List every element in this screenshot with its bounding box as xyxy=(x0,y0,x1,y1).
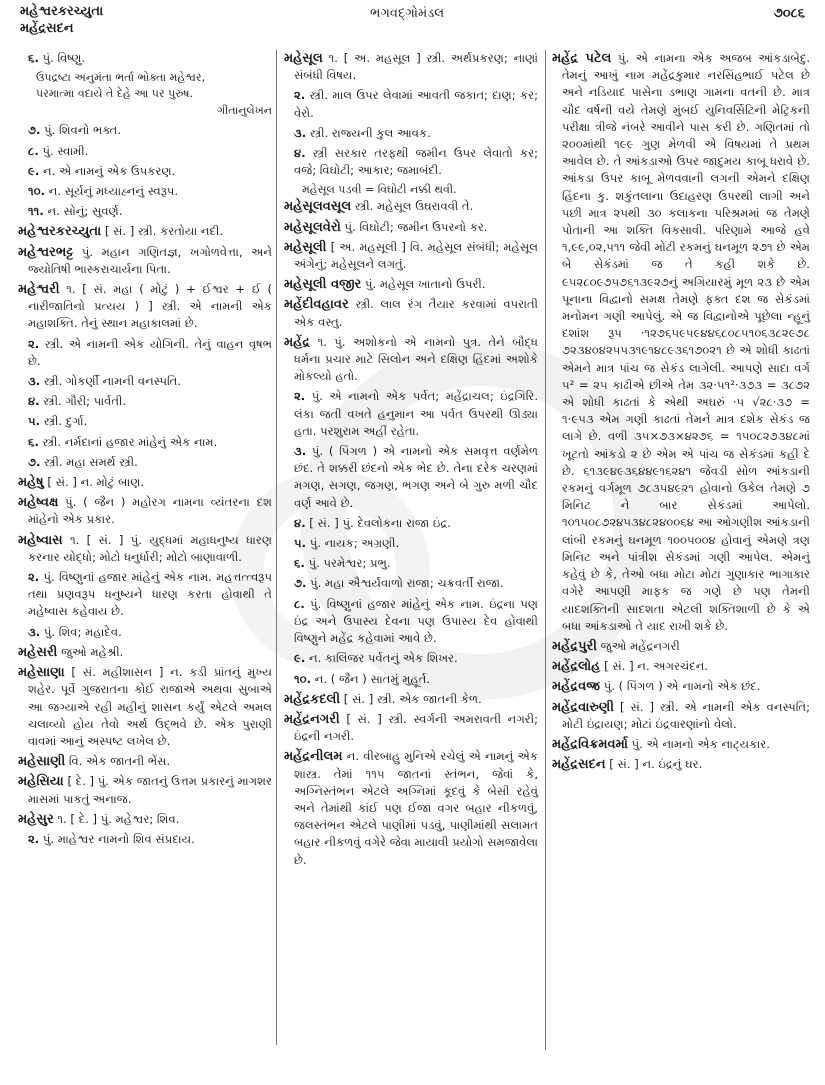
dictionary-entry: મહેસિયા [ દે. ] પું. એક જાતનું ઉત્તમ પ્રકારનું માગશર માસમાં પાકતું અનાજ. xyxy=(18,774,272,806)
sense: ૩. પું. શિવ; મહાદેવ. xyxy=(28,624,122,639)
sense: ૮. પું. વિષ્ણુનાં હજાર માંહેનું એક નામ. ઇંદ્રના પણ ઇંદ્ર અને ઉપાસ્ય દેવના પણ ઉપાસ્ય દેવ હોવાથી વિષ્ણુને મહેંદ્ર કહેવામાં આવે છે. xyxy=(294,596,538,646)
headword: મહેંદ્ર પટેલ xyxy=(552,51,612,66)
headword: મહેશ્વરભટ્ટ xyxy=(18,244,74,260)
headword: મહેંદ્રવારુણી xyxy=(552,699,614,715)
headword: મહેશ્વરી xyxy=(18,282,60,298)
headword: મહેષ્વક્ષ xyxy=(18,495,59,511)
headword: મહેષુ xyxy=(18,475,44,491)
dictionary-entry: મહેષુ [ સં. ] ન. મોટું બાણ. xyxy=(18,475,145,491)
dictionary-entry: મહેસૂલી [ અ. મહસૂલી ] વિ. મહેસૂલ સંબંધી; મહેસૂલ અંગેનું; મહેસૂલને લગતું. xyxy=(284,239,538,272)
dictionary-entry: મહેંદ્રસદન [ સં. ] ન. ઇંદ્રનું ઘર. xyxy=(552,757,703,773)
headword: મહેંદ્રકદલી xyxy=(284,691,341,707)
sense: ૬. સ્ત્રી. નર્મદાનાં હજાર માંહેનું એક નામ. xyxy=(28,434,218,449)
headword: મહેસૂલી વજીર xyxy=(284,277,362,293)
usage-note: મહેસૂલ પડવી = વિઘોટી નક્કી થવી. xyxy=(302,183,457,197)
dictionary-entry: મહેસાણી વિ. એક જાતની ભેંસ. xyxy=(18,754,171,770)
headword: મહેંદ્રવજ્ર xyxy=(552,679,601,695)
dictionary-entry: મહેંદ્રનીલમ ન. વીરબાહુ મુનિએ રચેલું એ નામનું એક શાસ્ત્ર. તેમાં ૧૧૫ જાતનાં સ્તંભન, જેવાં કે, અગ્નિસ્તંભન એટલે અગ્નિમાં કૂદવું કે બેસી રહેવું અને તેમાંથી કાંઈ પણ ઈજા વગર બહાર નીકળવું, જલસ્તંભન એટલે પાણીમાં પડવું, પાણીમાંથી સલામત બહાર નીકળવું વગેરે જેવા માયાવી પ્રયોગો સમજાવેલા છે. xyxy=(284,749,538,867)
sense: ૮. પું. સ્વામી. xyxy=(28,143,89,158)
sense: ૨. સ્ત્રી. માલ ઉપર લેવામાં આવતી જકાત; દાણ; કર; વેરો. xyxy=(294,88,538,120)
dictionary-entry: મહેસૂલવેરો પું. વિઘોટી; જમીન ઉપરનો કર. xyxy=(284,219,488,235)
sense: ૩. સ્ત્રી. રાજ્યની કુલ આવક. xyxy=(294,125,431,140)
sense: ૪. સ્ત્રી સરકાર તરફથી જમીન ઉપર લેવાતો કર; વજે; વિઘોટી; આકાર; જમાબંદી. xyxy=(294,146,539,178)
sense: ૨. સ્ત્રી. એ નામની એક યોગિની. તેનું વાહન વૃષભ છે. xyxy=(28,336,272,368)
headword: મહેંદ્રનગરી xyxy=(284,711,340,727)
dictionary-entry: મહેશ્વરકરચ્યુતા [ સં. ] સ્ત્રી. કરતોયા નદી. xyxy=(18,224,224,240)
sense: ૪. સ્ત્રી. ગૌરી; પાર્વતી. xyxy=(28,394,127,409)
column-divider xyxy=(545,50,546,1050)
headword: મહેંદ્રવિક્રમવર્મા xyxy=(552,736,628,752)
quote-line: પરમાત્મા વદાયે તે દેહે આ પર પુરુષ. xyxy=(36,87,193,101)
dictionary-entry: મહેંદ્રલોહ [ સં. ] ન. અગરચંદન. xyxy=(552,659,709,675)
headword: મહેસરી xyxy=(18,644,58,660)
headword: મહેસૂલી xyxy=(284,239,327,255)
column-middle xyxy=(284,50,538,872)
sense: ૩. સ્ત્રી. ગોકર્ણી નામની વનસ્પતિ. xyxy=(28,374,182,389)
sense: ૧૦. ન. ( જૈન ) સાતમું મુહૂર્ત. xyxy=(294,671,431,686)
headword: મહેસિયા xyxy=(18,774,64,790)
dictionary-entry: મહેંદીવહાવર સ્ત્રી. લાલ રંગ તૈયાર કરવામાં વપરાતી એક વસ્તુ. xyxy=(284,297,538,329)
sense: ૨. પું. માહેશ્વર નામનો શિવ સંપ્રદાય. xyxy=(28,831,195,846)
dictionary-entry: મહેંદ્રપુરી જુઓ મહેંદ્રનગરી xyxy=(552,638,680,654)
sense: ૨. પું. એ નામનો એક પર્વત; મહેંદ્રાચલ; ઇંદ્રગિરિ. લંકા જતી વખતે હનુમાન આ પર્વત ઉપરથી ઊડ્યા હતા. પરશુરામ અહીં રહેતા. xyxy=(294,389,538,438)
quote-line: ઉપદ્રષ્ટા અનુમંતા ભર્તા ભોક્તા મહેશ્વર, xyxy=(36,71,206,85)
dictionary-entry: મહેષ્વક્ષ પું. ( જૈન ) મહોરગ નામના વ્યંતરના દશ માંહેનો એક પ્રકાર. xyxy=(18,495,272,527)
headword: મહેંદ્રલોહ xyxy=(552,659,601,675)
book-title: ભગવદ્ગોમંડલ xyxy=(370,6,445,21)
quote-source: ગીતાનુલેખન xyxy=(217,104,272,118)
headword: મહેંદ્રસદન xyxy=(552,757,606,773)
sense: ૩. પું. ( પિંગળ ) એ નામનો એક સમવૃત્ત વર્ણમેળ છંદ. તે શક્કરી છંદનો એક ભેદ છે. તેના દરેક ચરણમાં મગણ, સગણ, જગણ, ભગણ અને બે ગુરુ મળી ચૌદ વર્ણ આવે છે. xyxy=(294,444,538,510)
sense: ૫. સ્ત્રી. દુર્ગા. xyxy=(28,414,88,429)
page-header xyxy=(0,0,825,44)
headword: મહેસાણા xyxy=(18,665,65,681)
column-divider xyxy=(276,50,277,1045)
sense: ૯. ન. એ નામનું એક ઉપકરણ. xyxy=(28,163,176,178)
sense: ૭. સ્ત્રી. મહા સમર્થ સ્ત્રી. xyxy=(28,454,138,469)
guide-word-first: મહેશ્વરકરચ્યુતા xyxy=(20,4,104,19)
sense: ૭. પું. મહા ઐશ્વર્યવાળો રાજા; ચક્રવર્તી રાજા. xyxy=(294,576,504,591)
headword: મહેશ્વરકરચ્યુતા xyxy=(18,224,102,240)
headword: મહેસૂલ xyxy=(284,51,323,66)
column-right xyxy=(552,50,810,776)
dictionary-entry: મહેંદ્રકદલી [ સં. ] સ્ત્રી. એક જાતની કેળ. xyxy=(284,691,482,707)
dictionary-entry: મહેંદ્ર ૧. પું. અશોકનો એ નામનો પુત્ર. તેને બૌદ્ધ ધર્મના પ્રચાર માટે સિલોન અને દક્ષિણ હિંદમાં અશોકે મોકલ્યો હતો. xyxy=(284,334,538,384)
dictionary-entry: મહેસરી જુઓ મહેશ્રી. xyxy=(18,644,124,660)
headword: મહેંદ્ર xyxy=(284,334,311,350)
dictionary-entry: મહેંદ્ર પટેલ પું. એ નામના એક અજબ આંકડાબેદુ. તેમનું આખું નામ મહેંદ્રકુમાર નરસિંહભાઈ પટેલ છે અને નડિયાદ પાસેના ડભાણ ગામના વતની છે. માત્ર ચૌદ વર્ષની વયે તેમણે મુંબઈ યુનિવર્સિટિની મેટ્રિકની પરીક્ષા ત્રીજે નંબરે આવીને પાસ કરી છે. ગણિતમાં તો ૨૦૦માંથી ૧૯૯ ગુણ મેળવી એ વિષયમાં તે પ્રથમ આવેલ છે. તે આંકડાઓ ઉપર જાદુમય કાબૂ ધરાવે છે. આંકડા ઉપર કાબૂ મેળવવાની લગની એમને દક્ષિણ હિંદના કુ. શકુંતલાના ઉદાહરણ ઉપરથી લાગી અને પછી માત્ર ૨૫થી ૩૦ કલાકના પરિશ્રમમાં જ તેમણે પોતાની આ શક્તિ વિકસાવી. પરિણામે આજે હવે ૧,૯૯,૦૨,૫૧૧ જેવી મોટી રકમનું ઘનમૂળ ૨૭૧ છે એમ બે સેકંડમાં જ તે કહી શકે છે. ૯૫૨૮૦૯૭૫૭૬૧૩૯૨૭નું અગિયારમું મૂળ ૨૩ છે એમ પૂનાના વિદ્વાનો સમક્ષ તેમણે ફક્ત દશ જ સેકંડમાં મનોમન ગણી આપેલું. એ જ વિદ્વાનોએ પૂછેલા ન્હૂનું દશાંશ રૂપ ·૧૨૭૬૫૯૫૯૪૪૬૮૦૮૫૧૦૬૩૮૨૯૭૮ ૭૨૩૪૦૪૨૫૫૩૧૯૧૪૮૯૩૬૧૭૦૨૧ છે એ શોધી કાઢતાં એમને માત્ર પાંચ જ સેકંડ લાગેલી. આપણે સાદા વર્ગ ૫² = ૨૫ કાઢીએ છીએ તેમ ૩૨·૫૧²·૩૭૩ = ૩૮૭૨ એ શોધી કાઢતાં કે એથી અઘરું ·૫ √૨૮·૩૭ = ૧·૯૫૩ એમ ગણી કાઢતાં તેમને માત્ર દશેક સેકંડ જ લાગે છે. વળી ૩૫×૭૩×૪૨૭૬ = ૧૫૦૮૨૭૩૪૮માં ખૂટતો આંકડો ૨ છે એમ એ પાંચ જ સેકંડમાં કહી દે છે. ૬૧૩૯૪૯૩૬૪૪૯૧૬૨૪૧ જેવડી સોળ આંકડાની રકમનું વર્ગમૂળ ૭૮૩૫૪૯૨૧ હોવાનો ઉકેલ તેમણે ૭ મિનિટ ને બાર સેકંડમાં આપેલો. ૧૦૧૫૦૮૭૨૪૫૩૪૮૨૪૦૦૬૪ આ ઓગણીશ આંકડાની લાંબી રકમનું ઘનમૂળ ૧૦૦૫૦૦૪ હોવાનું એમણે ત્રણ મિનિટ અને પાંત્રીશ સેકંડમાં ગણી આપેલ. એમનું કહેવું છે કે, તેઓ બધા મોટા મોટા ગુણાકાર ભાગાકાર વગેરે આપણી માફક જ ગણે છે પણ તેમની યાદશક્તિની સાદશતા એટલી શક્તિશાળી છે કે એ બધા આંકડાઓ તે યાદ રાખી શકે છે. xyxy=(552,51,811,633)
dictionary-entry: મહેસૂલ ૧. [ અ. મહસૂલ ] સ્ત્રી. અર્થપ્રકરણ; નાણાં સંબંધી વિષય. xyxy=(284,51,538,83)
dictionary-entry: મહેસુર ૧. [ દે. ] પું. મહેશ્વર; શિવ. xyxy=(18,811,180,827)
sense: ૭. પું. શિવનો ભક્ત. xyxy=(28,123,122,138)
headword: મહેંદીવહાવર xyxy=(284,297,349,313)
sense: ૫. પું. નાયક; અગ્રણી. xyxy=(294,536,400,551)
dictionary-entry: મહેંદ્રવજ્ર પું. ( પિંગળ ) એ નામનો એક છંદ. xyxy=(552,679,761,695)
sense: ૧૧. ન. સોનું; સુવર્ણ. xyxy=(28,204,123,219)
dictionary-columns xyxy=(0,50,825,1085)
headword: મહેંદ્રપુરી xyxy=(552,638,597,654)
sense: ૯. ન. કાલિંજર પર્વતનું એક શિખર. xyxy=(294,651,458,666)
column-left xyxy=(18,50,272,851)
page-number: ૭૦૮૬ xyxy=(773,6,805,21)
sense: ૬. પું. વિષ્ણુ. xyxy=(28,51,86,65)
sense: ૪. [ સં. ] પું. દેવલોકના રાજા ઇંદ્ર. xyxy=(294,515,451,530)
dictionary-entry: મહેશ્વરભટ્ટ પું. મહાન ગણિતજ્ઞ, ખગોળવેત્તા, અને જ્યોતિષી ભાસ્કરાચાર્યના પિતા. xyxy=(18,244,272,276)
dictionary-entry: મહેષ્વાસ ૧. [ સં. ] પું. યુદ્ધમાં મહાધનુષ્ય ધારણ કરનાર યોદ્ધો; મોટો ધનુર્ધારી; મોટો બાણાવાળી. xyxy=(18,532,272,564)
headword: મહેષ્વાસ xyxy=(18,532,63,548)
headword: મહેસૂલવેરો xyxy=(284,219,341,235)
headword: મહેસાણી xyxy=(18,754,66,770)
dictionary-entry: મહેસૂલવસૂલ સ્ત્રી. મહેસૂલ ઉઘરાવવી તે. xyxy=(284,199,474,215)
dictionary-entry: મહેંદ્રવારુણી [ સં. ] સ્ત્રી. એ નામની એક વનસ્પતિ; મોટી ઇંદ્રાયણ; મોટાં ઇંદ્રવારણાંનો વેલો. xyxy=(552,699,810,731)
sense: ૨. પું. વિષ્ણુનાં હજાર માંહેનું એક નામ. મહત્તત્ત્વરૂપ તથા પ્રણવરૂપ ધનુષ્યને ધારણ કરતા હોવાથી તે મહેષ્વાસ કહેવાય છે. xyxy=(28,570,272,619)
sense: ૬. પું. પરમેશ્વર; પ્રભુ. xyxy=(294,556,391,571)
guide-word-last: મહેંદ્રસદન xyxy=(20,21,74,36)
headword: મહેંદ્રનીલમ xyxy=(284,749,343,765)
dictionary-entry: મહેંદ્રનગરી [ સં. ] સ્ત્રી. સ્વર્ગની અમરાવતી નગરી; ઇંદ્રની નગરી. xyxy=(284,711,538,744)
dictionary-entry: મહેંદ્રવિક્રમવર્મા પું. એ નામનો એક નાટ્યકાર. xyxy=(552,736,770,752)
dictionary-entry: મહેસૂલી વજીર પું. મહેસૂલ ખાતાનો ઉપરી. xyxy=(284,277,486,293)
headword: મહેસૂલવસૂલ xyxy=(284,199,352,215)
dictionary-entry: મહેસાણા [ સં. મહીશાસન ] ન. કડી પ્રાંતનું મુખ્ય શહેર. પૂર્વે ગુજરાતના કોઈ રાજાએ અથવા સુબાએ આ જગ્યાએ રહી મહીનું શાસન કર્યું એટલે અમલ ચલાવ્યો હોય તેવો અર્થ ઉદ્ભવે છે. એક પુરાણી વાવમાં આનું અસ્પષ્ટ લખેલ છે. xyxy=(18,665,272,748)
dictionary-entry: મહેશ્વરી ૧. [ સં. મહા ( મોટું ) + ઈશ્વર + ઈ ( નારીજાતિનો પ્રત્યય ) ] સ્ત્રી. એ નામની એક મહાશક્તિ. તેનું સ્થાન મહાકાલમાં છે. xyxy=(18,282,272,331)
sense: ૧૦. ન. સૂર્યનું મધ્યાહ્નનું સ્વરૂપ. xyxy=(28,184,179,199)
headword: મહેસુર xyxy=(18,811,54,827)
